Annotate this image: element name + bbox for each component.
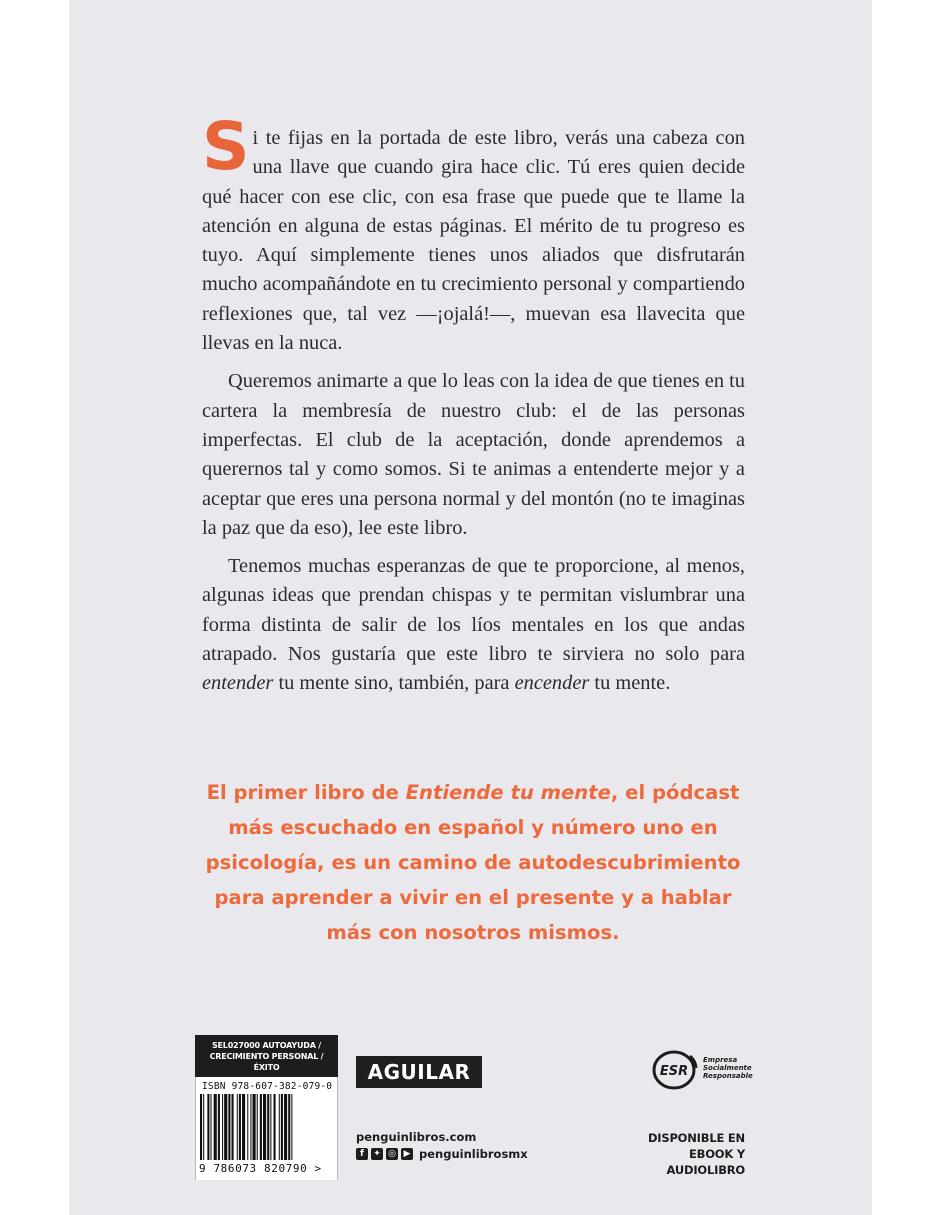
barcode-bar [211,1094,212,1160]
barcode-bar [260,1094,262,1160]
social-links [356,1147,528,1161]
emphasis-entender: entender [202,672,274,695]
twitter-icon[interactable]: ✦ [371,1148,383,1160]
category-line-2: CRECIMIENTO PERSONAL / ÉXITO [209,1052,324,1072]
barcode-bar [239,1094,241,1160]
instagram-icon[interactable]: ◎ [386,1148,398,1160]
barcode-bar [274,1094,276,1160]
barcode-bar [232,1094,234,1160]
paragraph-1 [202,108,745,358]
barcode-bar [237,1094,238,1160]
paragraph-3-part-c: tu mente. [589,672,671,695]
ean-digits: 9 786073 820790 > [199,1162,322,1175]
barcode-bar [270,1094,271,1160]
barcode-bar [222,1094,223,1160]
barcode-bar [279,1094,280,1160]
emphasis-encender: encender [514,672,590,695]
barcode-bar [257,1094,258,1160]
blurb-part-b: , el pódcast más escuchado en español y número uno en psicología, es un camino de autodescubrimiento para aprender a vivir en el presente y a hablar más con nosotros mismos. [205,781,741,944]
esr-badge [650,1048,760,1092]
barcode-bar [263,1094,266,1160]
category-line-1: SEL027000 AUTOAYUDA / [211,1041,322,1050]
availability-note [620,1130,745,1178]
barcode-bar [214,1094,217,1160]
youtube-icon[interactable]: ▶ [401,1148,413,1160]
barcode-bar [247,1094,248,1160]
barcode-bar [203,1094,204,1160]
barcode-bar [207,1094,209,1160]
esr-line-1: Empresa [703,1056,738,1064]
barcode-bar [224,1094,227,1160]
barcode-bar [281,1094,283,1160]
drop-cap: S [202,108,250,185]
availability-line-2: EBOOK Y AUDIOLIBRO [666,1147,745,1177]
blurb-part-a: El primer libro de [206,781,406,804]
isbn-barcode-box [195,1035,338,1175]
blurb-podcast-title: Entiende tu mente [405,781,611,804]
aguilar-logo: AGUILAR [356,1056,482,1088]
esr-line-3: Responsable [703,1072,753,1080]
barcode-bar [288,1094,290,1160]
barcode-bar [291,1094,292,1160]
barcode [200,1094,333,1160]
barcode-bar [228,1094,230,1160]
paragraph-3 [202,552,745,698]
esr-caption [703,1056,753,1080]
barcode-area [195,1077,338,1180]
esr-logo-icon [650,1048,702,1092]
barcode-bar [250,1094,251,1160]
paragraph-1-text: i te fijas en la portada de este libro, verás una cabeza con una llave que cuando gira hace clic. Tú eres quien decide qué hacer con ese clic, con esa frase que puede que te llame la atención en alguna de estas páginas. El mérito de tu progreso es tuyo. Aquí simplemente tienes unos aliados que disfrutarán mucho acompañándote en tu crecimiento personal y compartiendo reflexiones que, tal vez —¡ojalá!—, muevan esa llavecita que llevas en la nuca. [202,127,745,355]
promo-blurb [190,775,756,950]
paragraph-2: Queremos animarte a que lo leas con la idea de que tienes en tu cartera la membresía de nuestro club: el de las personas imperfectas. El club de la aceptación, donde aprendemos a querernos tal y como somos. Si te animas a entenderte mejor y a aceptar que eres una persona normal y del montón (no te imaginas la paz que da eso), lee este libro. [202,370,745,539]
barcode-bar [284,1094,287,1160]
barcode-bar [267,1094,269,1160]
availability-line-1: DISPONIBLE EN [647,1131,745,1145]
paragraph-3-part-a: Tenemos muchas esperanzas de que te proporcione, al menos, algunas ideas que prendan chispas y te permitan vislumbrar una forma distinta de salir de los líos mentales en los que andas atrapado. Nos gustaría que este libro te sirviera no solo para [202,555,745,666]
social-handle[interactable]: penguinlibrosmx [419,1147,528,1161]
synopsis-text [202,108,745,699]
isbn-number: ISBN 978-607-382-079-0 [202,1081,333,1092]
barcode-bar [200,1094,202,1160]
paragraph-3-part-b: tu mente sino, también, para [273,672,515,695]
bisac-category [195,1035,338,1077]
barcode-bar [253,1094,256,1160]
website-link[interactable]: penguinlibros.com [356,1130,477,1144]
esr-logo-text: ESR [659,1064,689,1079]
barcode-bar [242,1094,245,1160]
facebook-icon[interactable]: f [356,1148,368,1160]
esr-line-2: Socialmente [703,1064,752,1072]
barcode-bar [218,1094,220,1160]
